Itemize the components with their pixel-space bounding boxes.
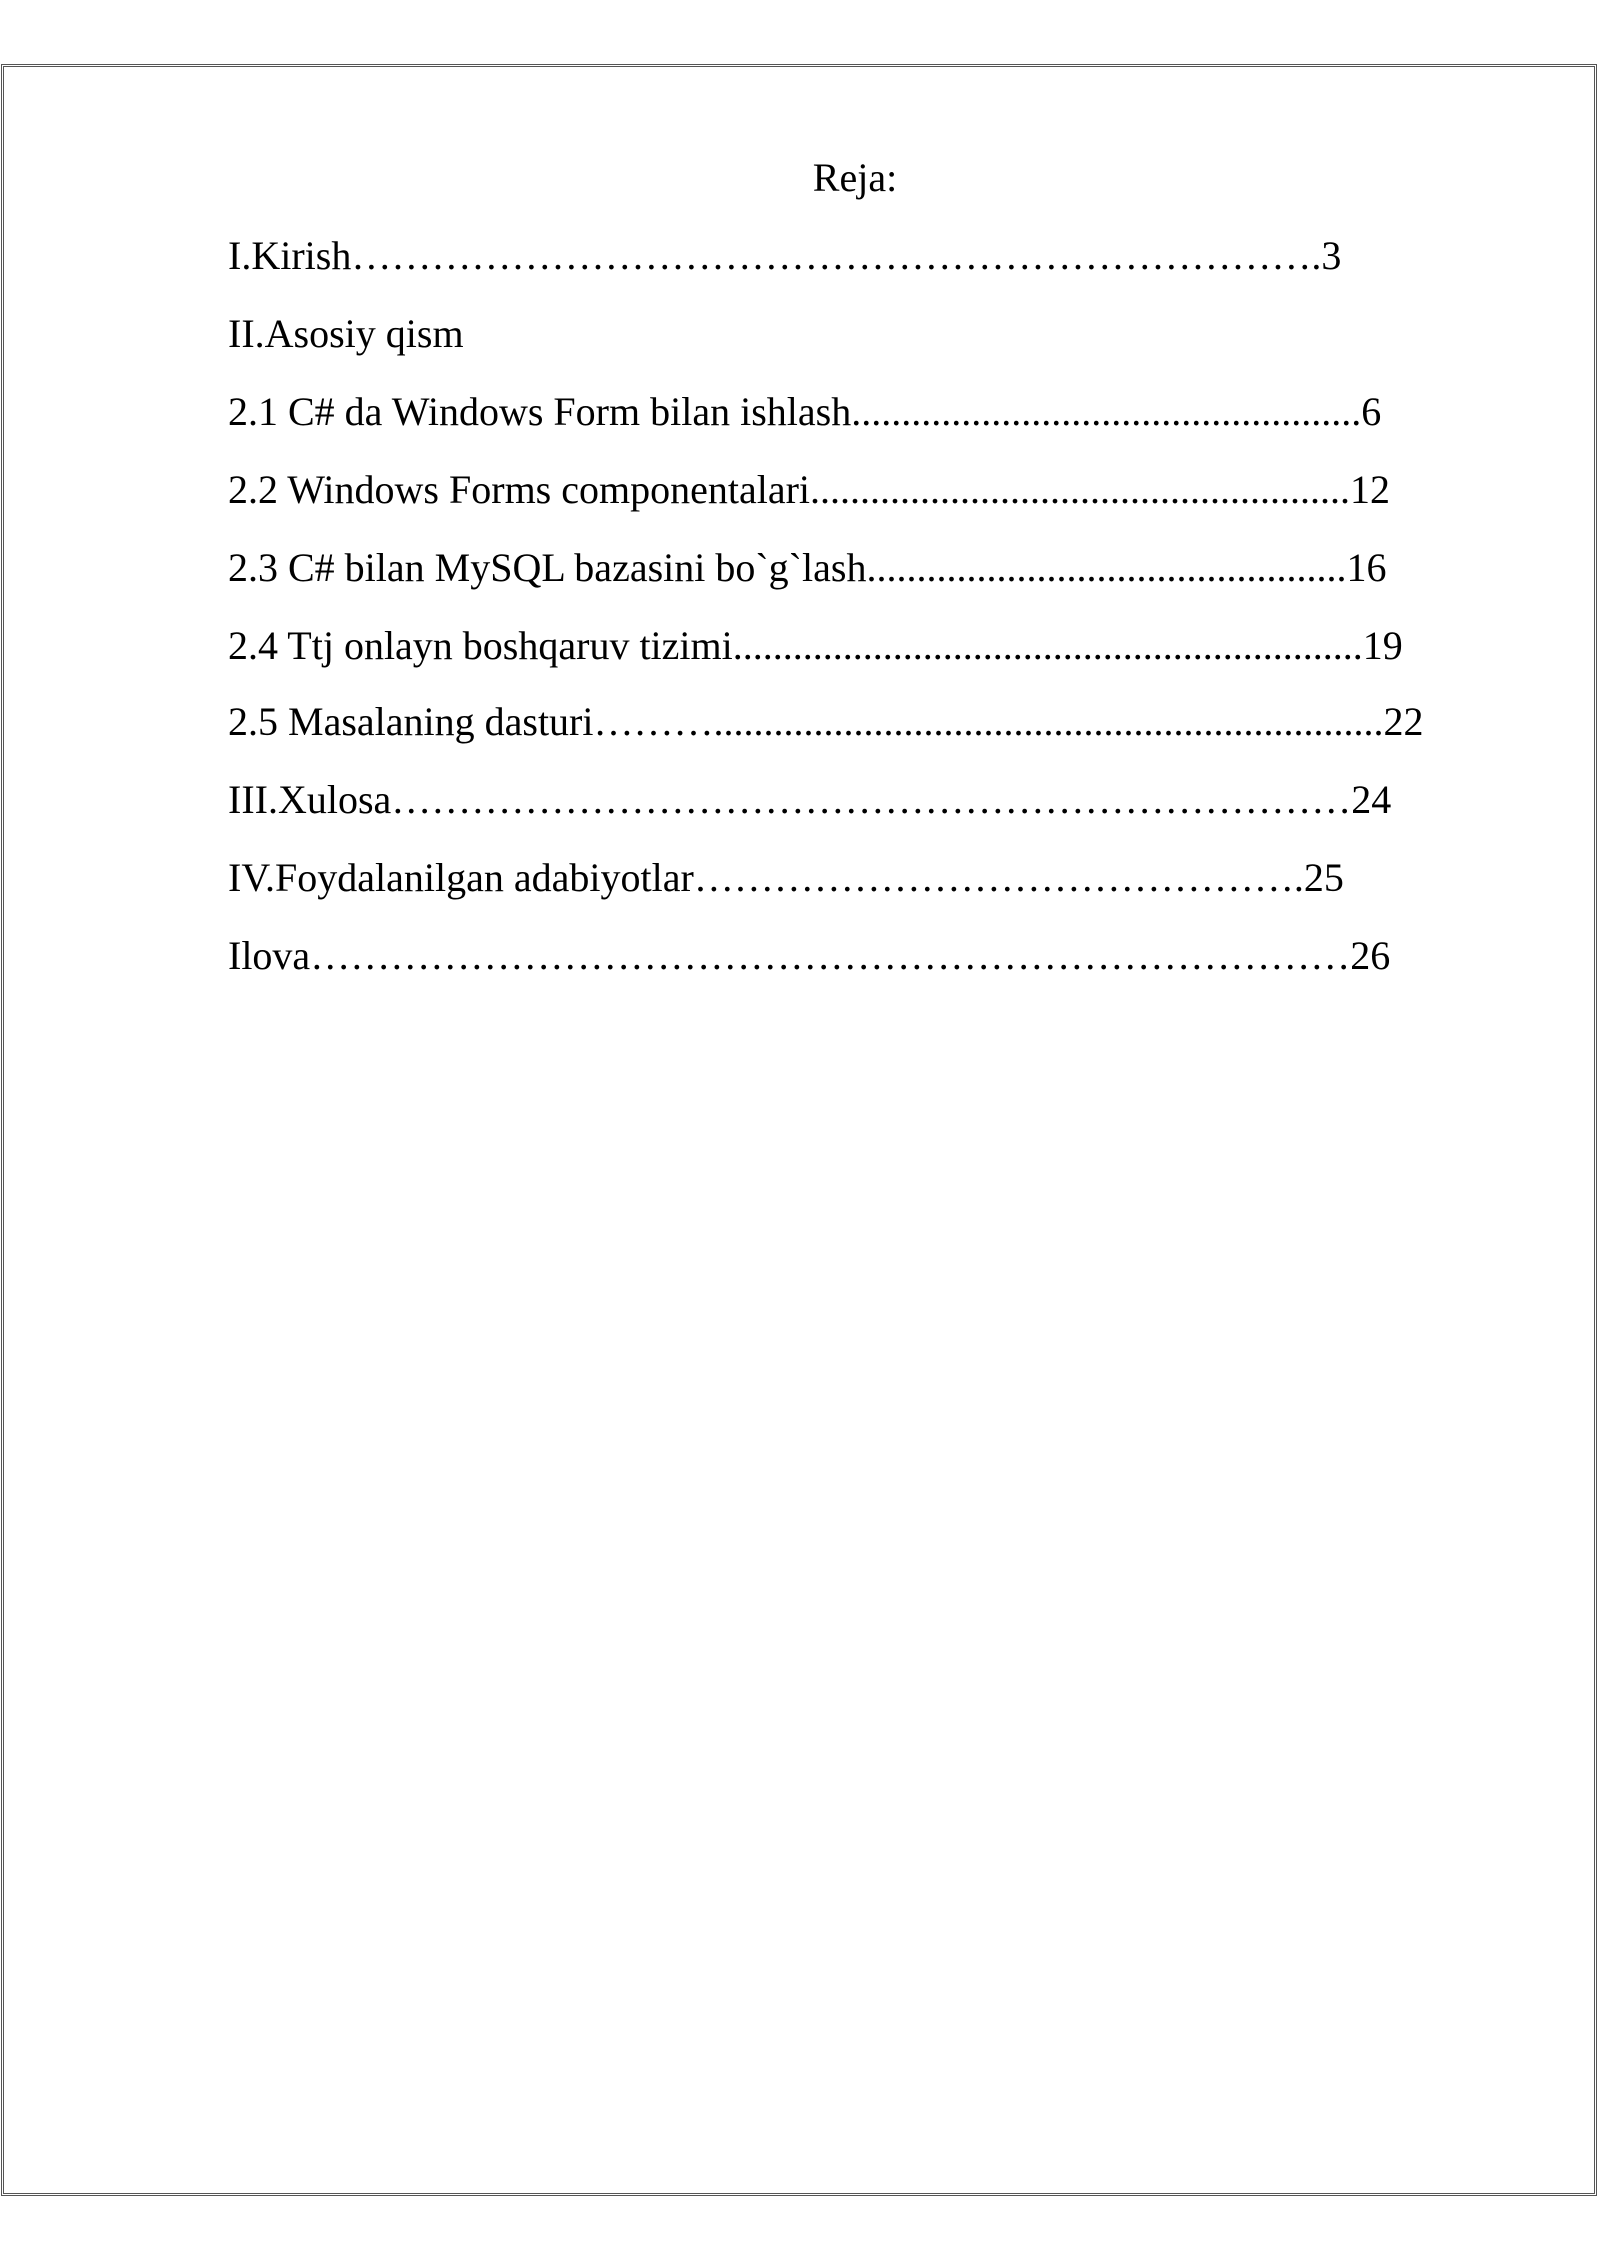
toc-entry-kirish: I.Kirish……………………………………………………………….3: [228, 233, 1342, 278]
toc-entry-asosiy-qism: II.Asosiy qism: [228, 311, 464, 356]
toc-entry-ilova: Ilova……………………………………………………………………26: [228, 933, 1391, 978]
toc-entry-2-5: 2.5 Masalaning dasturi………...................................................................22: [228, 699, 1424, 744]
toc-entry-2-2: 2.2 Windows Forms componentalari......................................................12: [228, 467, 1391, 512]
toc-entry-adabiyotlar: IV.Foydalanilgan adabiyotlar……………………………………….25: [228, 855, 1344, 900]
toc-entry-2-4: 2.4 Ttj onlayn boshqaruv tizimi...............................................................19: [228, 623, 1403, 668]
toc-entry-2-3: 2.3 C# bilan MySQL bazasini bo`g`lash................................................16: [228, 545, 1387, 590]
toc-entry-2-1: 2.1 C# da Windows Form bilan ishlash...................................................6: [228, 389, 1382, 434]
toc-entry-xulosa: III.Xulosa………………………………………………………………24: [228, 777, 1392, 822]
toc-title: Reja:: [812, 155, 898, 200]
